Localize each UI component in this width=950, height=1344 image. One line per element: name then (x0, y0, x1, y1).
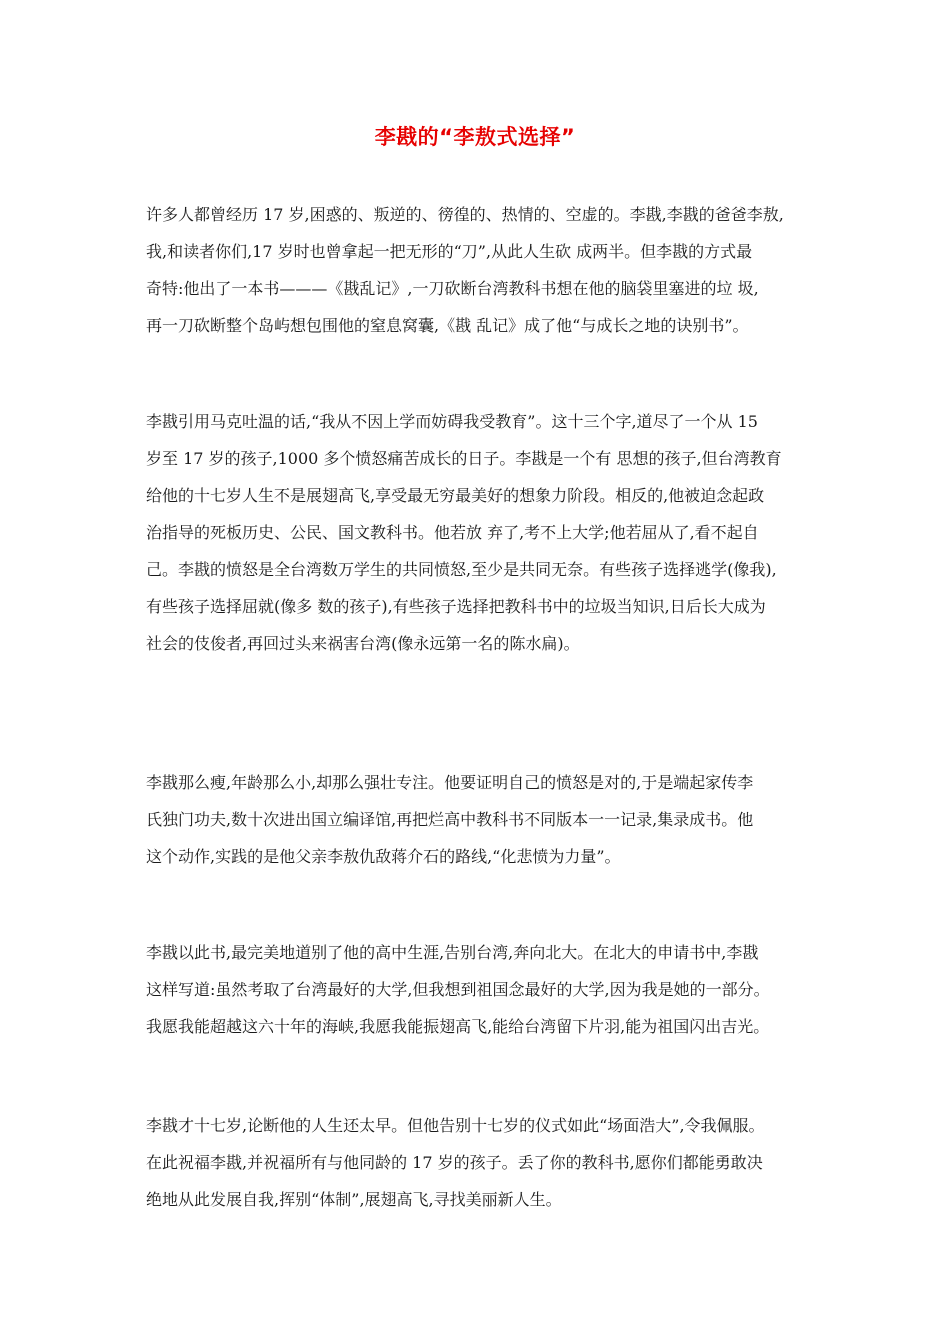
text-line: 绝地从此发展自我,挥别“体制”,展翅高飞,寻找美丽新人生。 (146, 1190, 562, 1209)
text-line: 岁至 17 岁的孩子,1000 多个愤怒痛苦成长的日子。李戡是一个有 思想的孩子,但台湾教育 (146, 449, 782, 468)
text-line: 己。李戡的愤怒是全台湾数万学生的共同愤怒,至少是共同无奈。有些孩子选择逃学(像我), (146, 560, 777, 579)
text-line: 李戡那么瘦,年龄那么小,却那么强壮专注。他要证明自己的愤怒是对的,于是端起家传李 (146, 773, 754, 792)
text-line: 李戡才十七岁,论断他的人生还太早。但他告别十七岁的仪式如此“场面浩大”,令我佩服。 (146, 1116, 765, 1135)
text-line: 李戡引用马克吐温的话,“我从不因上学而妨碍我受教育”。这十三个字,道尽了一个从 15 (146, 412, 758, 431)
text-line: 这个动作,实践的是他父亲李敖仇敌蒋介石的路线,“化悲愤为力量”。 (146, 847, 621, 866)
text-line: 这样写道:虽然考取了台湾最好的大学,但我想到祖国念最好的大学,因为我是她的一部分。 (146, 980, 770, 999)
paragraph-4 (146, 934, 816, 1045)
paragraph-5 (146, 1107, 816, 1218)
text-line: 给他的十七岁人生不是展翅高飞,享受最无穷最美好的想象力阶段。相反的,他被迫念起政 (146, 486, 765, 505)
text-line: 氏独门功夫,数十次进出国立编译馆,再把烂高中教科书不同版本一一记录,集录成书。他 (146, 810, 754, 829)
paragraph-2 (146, 403, 816, 662)
paragraph-3 (146, 764, 816, 875)
paragraph-1 (146, 196, 816, 344)
text-line: 有些孩子选择屈就(像多 数的孩子),有些孩子选择把教科书中的垃圾当知识,日后长大成为 (146, 597, 766, 616)
text-line: 李戡以此书,最完美地道别了他的高中生涯,告别台湾,奔向北大。在北大的申请书中,李戡 (146, 943, 759, 962)
text-line: 我愿我能超越这六十年的海峡,我愿我能振翅高飞,能给台湾留下片羽,能为祖国闪出吉光。 (146, 1017, 770, 1036)
text-line: 我,和读者你们,17 岁时也曾拿起一把无形的“刀”,从此人生砍 成两半。但李戡的方式最 (146, 242, 753, 261)
text-line: 治指导的死板历史、公民、国文教科书。他若放 弃了,考不上大学;他若屈从了,看不起自 (146, 523, 759, 542)
text-line: 奇特:他出了一本书———《戡乱记》,一刀砍断台湾教科书想在他的脑袋里塞进的垃 圾, (146, 279, 759, 298)
text-line: 再一刀砍断整个岛屿想包围他的窒息窝囊,《戡 乱记》成了他“与成长之地的诀别书”。 (146, 316, 749, 335)
text-line: 社会的伎俊者,再回过头来祸害台湾(像永远第一名的陈水扁)。 (146, 634, 580, 653)
text-line: 在此祝福李戡,并祝福所有与他同龄的 17 岁的孩子。丢了你的教科书,愿你们都能勇敢决 (146, 1153, 763, 1172)
text-line: 许多人都曾经历 17 岁,困惑的、叛逆的、徬徨的、热情的、空虚的。李戡,李戡的爸爸李敖, (146, 205, 784, 224)
page-title: 李戡的“李敖式选择” (374, 125, 576, 149)
